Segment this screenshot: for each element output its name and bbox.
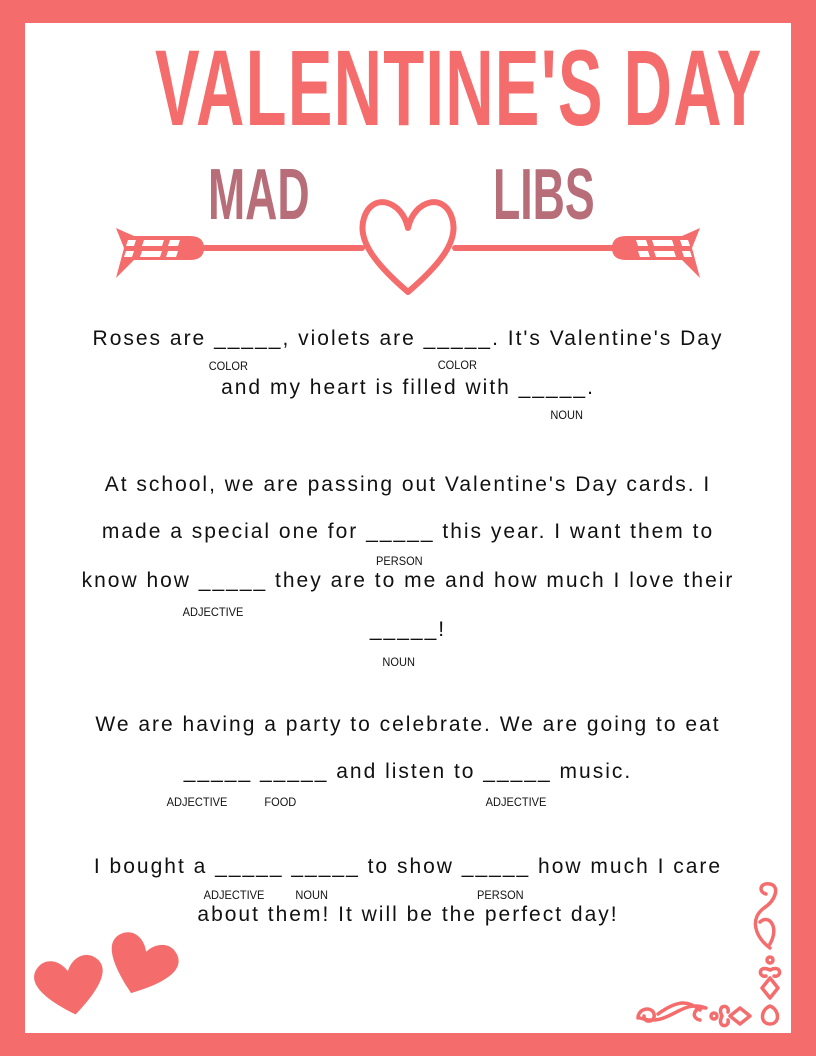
blank-label-person: PERSON [477, 888, 524, 902]
blank-label-noun: NOUN [382, 655, 415, 669]
blank-label-adjective: ADJECTIVE [182, 605, 244, 619]
blank-label-noun: NOUN [295, 888, 328, 902]
blank-label-adjective: ADJECTIVE [485, 795, 547, 809]
two-hearts-icon [30, 925, 190, 1025]
story-line: _____ _____ and listen to _____ music. [183, 760, 633, 783]
story-line: know how _____ they are to me and how much I love their [81, 569, 735, 592]
story-line: _____! [369, 618, 447, 641]
flourish-corner-icon [630, 878, 790, 1032]
story-line: and my heart is filled with _____. [221, 376, 595, 399]
blank-label-adjective: ADJECTIVE [166, 795, 228, 809]
story-line: Roses are _____, violets are _____. It's Valentine's Day [92, 327, 724, 350]
subtitle-mad: MAD [208, 155, 310, 235]
blank-label-color: COLOR [437, 358, 477, 372]
blank-label-color: COLOR [208, 359, 248, 373]
page-title: VALENTINE'S DAY [155, 27, 763, 148]
blank-label-noun: NOUN [550, 408, 583, 422]
story-line: I bought a _____ _____ to show _____ how much I care [93, 855, 723, 878]
story-line: At school, we are passing out Valentine's Day cards. I [104, 473, 712, 496]
story-line: about them! It will be the perfect day! [197, 903, 619, 926]
heart-arrow-icon [0, 0, 816, 310]
blank-label-adjective: ADJECTIVE [203, 888, 265, 902]
subtitle-libs: LIBS [493, 155, 595, 235]
blank-label-person: PERSON [376, 554, 423, 568]
blank-label-food: FOOD [264, 795, 297, 809]
story-line: We are having a party to celebrate. We are going to eat [95, 713, 721, 736]
story-line: made a special one for _____ this year. I want them to [101, 520, 715, 543]
